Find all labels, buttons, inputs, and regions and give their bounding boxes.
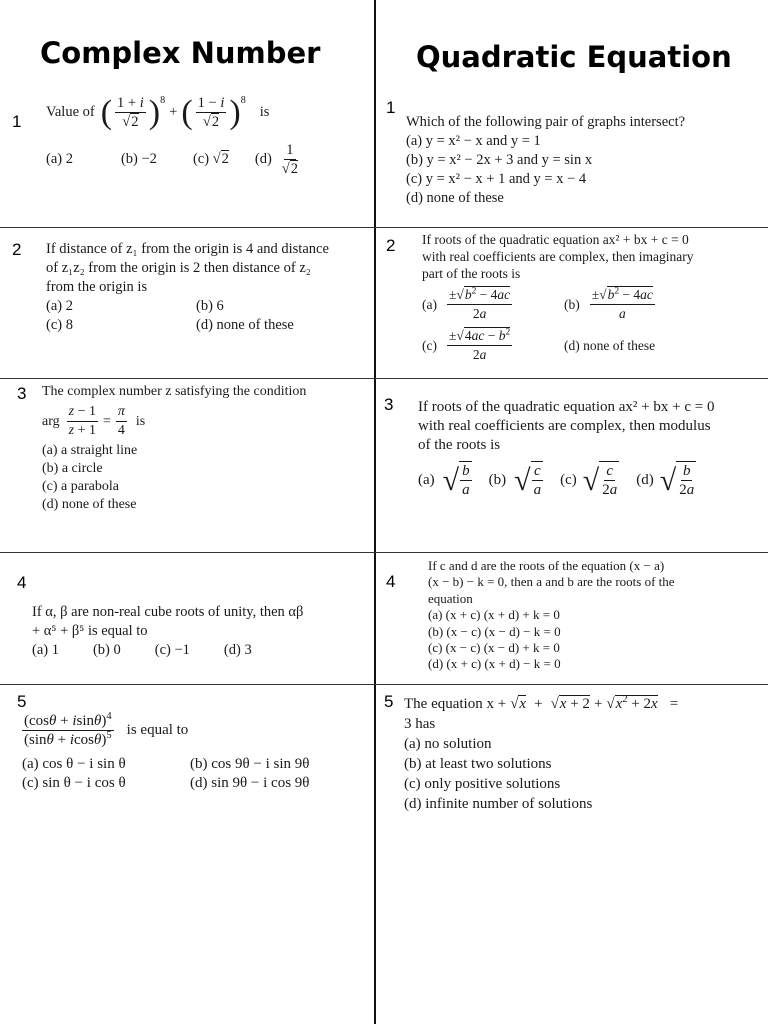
row-divider	[0, 227, 768, 228]
question-text-line: equation	[428, 590, 473, 606]
question-quadratic-4	[428, 558, 763, 673]
question-number: 3	[17, 384, 27, 403]
question-text-line: The complex number z satisfying the condition	[42, 384, 307, 399]
question-number: 5	[17, 692, 27, 711]
question-complex-2	[46, 240, 368, 335]
math-symbol: )	[148, 94, 161, 131]
math-fraction: $\frac{\pi}{4}$	[117, 404, 125, 438]
options	[46, 297, 368, 335]
math-symbol: (	[100, 94, 113, 131]
option-c: (c) √ $\frac{c}{2a}$	[560, 463, 618, 498]
option-b: (b) 0	[92, 642, 121, 658]
option-c: (c) √2	[192, 151, 229, 167]
option-d: (d) $\frac{1}{√2}$	[254, 142, 299, 177]
question-number: 5	[384, 692, 394, 711]
question-text: is	[259, 104, 270, 120]
question-text-line: of z₁z₂ from the origin is 2 then distance of z₂	[46, 260, 311, 276]
options	[46, 141, 366, 178]
question-stem	[22, 712, 367, 749]
question-text: is	[135, 413, 146, 429]
question-stem: The equation x + √x + √x + 2 + $√x^2 + 2x$ =	[404, 694, 679, 712]
option-c: (c) (x − c) (x − d) + k = 0	[428, 640, 560, 656]
math-symbol: (	[181, 94, 193, 131]
options	[32, 641, 362, 660]
option-d: (d) sin 9θ − i cos 9θ	[190, 775, 310, 791]
option-c: (c) $\frac{\pm√4ac - b^2}{2a}$	[422, 327, 511, 362]
question-number: 2	[386, 236, 396, 255]
option-d: (d) 3	[223, 642, 252, 658]
question-text: =	[669, 696, 679, 712]
option-a: (a) (x + c) (x + d) + k = 0	[428, 607, 560, 623]
option-d: (d) (x + c) (x + d) − k = 0	[428, 656, 561, 672]
option-b: (b) 6	[196, 298, 224, 314]
option-b: (b) a circle	[42, 461, 103, 476]
question-complex-1	[46, 94, 366, 178]
option-b: (b) √ $\frac{c}{a}$	[488, 463, 542, 498]
math-fraction: $\frac{(\cos\theta + isin\theta)^4}{(\sin\theta + icos\theta)^5}$	[24, 711, 112, 748]
option-a: (a) 2	[46, 151, 73, 167]
option-d: (d) none of these	[196, 317, 294, 333]
option-c: (c) y = x² − x + 1 and y = x − 4	[406, 171, 587, 187]
option-c: (c) only positive solutions	[404, 776, 561, 792]
question-text-line: If roots of the quadratic equation ax² + bx + c = 0	[418, 399, 715, 415]
question-text-line: of the roots is	[418, 437, 501, 453]
math-fraction: $\frac{z - 1}{z + 1}$	[68, 404, 96, 438]
option-d: (d) none of these	[406, 190, 504, 206]
question-number: 4	[386, 572, 396, 591]
option-b: (b) cos 9θ − i sin 9θ	[190, 756, 310, 772]
option-c: (c) 8	[46, 317, 73, 333]
question-text: The equation x +	[404, 696, 507, 712]
options	[418, 461, 763, 499]
option-a: (a) 2	[46, 298, 73, 314]
left-column-heading: Complex Number	[40, 36, 321, 70]
option-b: (b) y = x² − 2x + 3 and y = sin x	[406, 152, 593, 168]
question-text-line: 3 has	[404, 716, 436, 732]
option-b: (b) −2	[120, 151, 157, 167]
row-divider	[0, 378, 768, 379]
question-text-line: + α⁵ + β⁵ is equal to	[32, 623, 148, 639]
options-row	[422, 286, 762, 323]
question-text: arg	[42, 413, 60, 429]
question-text-line: If distance of z₁ from the origin is 4 and distance	[46, 241, 329, 257]
question-text-line: If roots of the quadratic equation ax² + bx + c = 0	[422, 232, 689, 247]
question-number: 1	[12, 112, 22, 131]
option-a: (a) a straight line	[42, 443, 138, 458]
question-number: 3	[384, 395, 394, 414]
question-text-line: If c and d are the roots of the equation (x − a)	[428, 558, 665, 573]
option-a: (a) $\frac{\pm√b^2 - 4ac}{2a}$	[422, 286, 511, 321]
row-divider	[0, 684, 768, 685]
question-text-line: (x − b) − k = 0, then a and b are the roots of the	[428, 574, 675, 590]
question-text: is equal to	[126, 722, 189, 738]
option-a: (a) no solution	[404, 736, 492, 752]
option-d: (d) infinite number of solutions	[404, 796, 593, 812]
question-quadratic-5	[404, 694, 762, 814]
option-b: (b) (x − c) (x − d) − k = 0	[428, 623, 561, 639]
math-fraction: $\frac{1 + i}{√2}$	[117, 95, 144, 130]
option-a: (a) 1	[32, 642, 59, 658]
question-quadratic-3	[418, 398, 763, 499]
options	[22, 755, 367, 793]
option-c: (c) sin θ − i cos θ	[22, 775, 126, 791]
column-divider	[374, 0, 376, 1024]
option-c: (c) a parabola	[42, 479, 119, 494]
question-complex-3	[42, 383, 364, 514]
question-text-line: Which of the following pair of graphs intersect?	[406, 114, 686, 130]
question-complex-4	[32, 603, 362, 660]
right-column-heading: Quadratic Equation	[416, 40, 732, 74]
option-d: (d) √ $\frac{b}{2a}$	[636, 463, 695, 498]
question-complex-5	[22, 712, 367, 793]
option-b: (b) at least two solutions	[404, 756, 552, 772]
question-number: 2	[12, 240, 22, 259]
math-symbol: )	[229, 94, 241, 131]
question-number: 1	[386, 98, 396, 117]
option-d: (d) none of these	[42, 497, 137, 512]
math-fraction: $\frac{1 - i}{√2}$	[197, 95, 225, 130]
question-number: 4	[17, 573, 27, 592]
question-text: Value of	[46, 104, 95, 120]
option-d: (d) none of these	[564, 338, 656, 353]
option-b: (b) $\frac{\pm√b^2 - 4ac}{a}$	[564, 286, 653, 321]
question-text-line: with real coefficients are complex, then modulus	[418, 418, 711, 434]
question-stem: Value of ( $\frac{1 + i}{√2}$ ) 8 + ( $\frac{1 - i}{√2}$ ) 8 is	[46, 94, 270, 131]
question-quadratic-2	[422, 231, 762, 364]
question-text-line: part of the roots is	[422, 266, 521, 281]
option-a: (a) cos θ − i sin θ	[22, 756, 126, 772]
question-text-line: from the origin is	[46, 279, 148, 295]
options-row	[422, 327, 762, 364]
row-divider	[0, 552, 768, 553]
question-text-line: If α, β are non-real cube roots of unity, then αβ	[32, 604, 304, 620]
option-a: (a) y = x² − x and y = 1	[406, 133, 541, 149]
question-quadratic-1	[406, 113, 761, 208]
option-c: (c) −1	[154, 642, 190, 658]
question-condition: arg $\frac{z - 1}{z + 1}$ = $\frac{\pi}{4}$ is	[42, 404, 146, 438]
option-a: (a) √ $\frac{b}{a}$	[418, 463, 470, 498]
question-text-line: with real coefficients are complex, then imaginary	[422, 249, 694, 264]
